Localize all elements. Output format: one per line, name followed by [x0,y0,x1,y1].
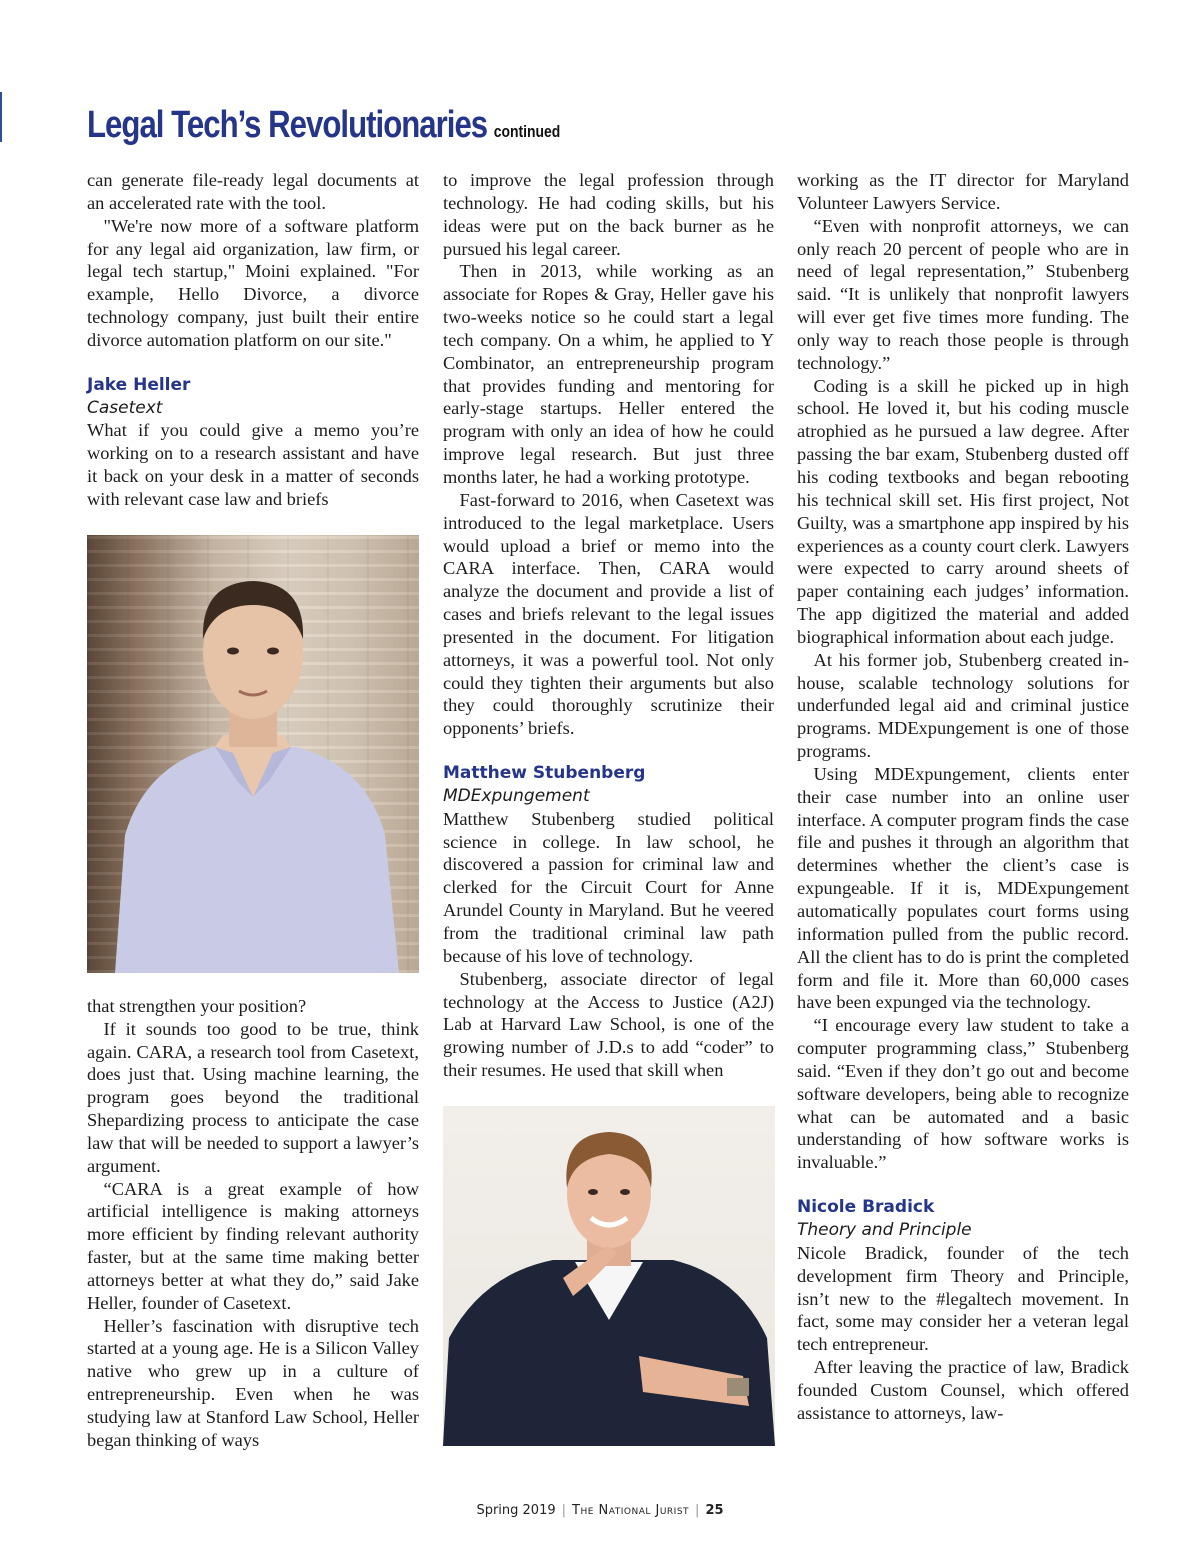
paragraph: Then in 2013, while working as an associate for Ropes & Gray, Heller gave his two-weeks notice so he could start a legal tech company. On a whim, he applied to Y Combinator, an entrepreneurship program that provides funding and mentoring for early-stage startups. Heller entered the program with only an idea of how he could improve legal research. But just three months later, he had a working prototype. [443,261,774,487]
profile-company-casetext: Casetext [87,397,163,418]
page-headline [87,104,560,147]
paragraph: Fast-forward to 2016, when Casetext was introduced to the legal marketplace. Users would upload a brief or memo into the CARA interface. Then, CARA would analyze the document and provide a list of cases and briefs relevant to the legal issues presented in the document. For litigation attorneys, it was a powerful tool. Not only could they tighten their arguments but also they could thoroughly scrutinize their opponents’ briefs. [443,489,774,739]
profile-company-theory-and-principle: Theory and Principle [797,1219,972,1240]
paragraph: that strengthen your position? [87,995,307,1016]
paragraph: What if you could give a memo you’re working on to a research assistant and have it back on your desk in a matter of seconds with relevant case law and briefs [87,420,419,509]
page-footer [0,1503,1200,1518]
footer-divider: | [695,1503,700,1518]
paragraph: If it sounds too good to be true, think again. CARA, a research tool from Casetext, does just that. Using machine learning, the program goes beyond the traditional Shepardizing process to anticipate the case law that will be needed to support a lawyer’s argument. [87,1018,419,1176]
paragraph: Stubenberg, associate director of legal technology at the Access to Justice (A2J) Lab at Harvard Law School, is one of the growing number of J.D.s to add “coder” to their resumes. He used that skill when [443,968,774,1081]
paragraph: "We're now more of a software platform for any legal aid organization, law firm, or legal tech startup," Moini explained. "For example, Hello Divorce, a divorce technology company, just built their entire divorce automation platform on our site." [87,215,419,350]
paragraph: “I encourage every law student to take a computer programming class,” Stubenberg said. “Even if they don’t go out and become software developers, being able to recognize what can be automated and a basic understanding of how software works is invaluable.” [797,1015,1129,1173]
column-3 [797,169,1129,1425]
paragraph: can generate file-ready legal documents at an accelerated rate with the tool. [87,170,419,213]
photo-jake-heller [87,535,419,973]
page-number: 25 [705,1503,724,1518]
paragraph: “CARA is a great example of how artificial intelligence is making attorneys more efficient by finding relevant authority faster, but at the same time making better attorneys better at what they do,” said Jake Heller, founder of Casetext. [87,1178,419,1313]
paragraph: After leaving the practice of law, Bradick founded Custom Counsel, which offered assistance to attorneys, law- [797,1357,1129,1423]
column-2 [443,169,774,1446]
paragraph: At his former job, Stubenberg created in-house, scalable technology solutions for underfunded legal aid and criminal justice programs. MDExpungement is one of those programs. [797,649,1129,762]
column-1 [87,169,419,1452]
edge-mark [0,92,2,142]
portrait-illustration-stubenberg [443,1106,775,1446]
paragraph: Nicole Bradick, founder of the tech development firm Theory and Principle, isn’t new to the #legaltech movement. In fact, some may consider her a veteran legal tech entrepreneur. [797,1242,1129,1355]
paragraph: Coding is a skill he picked up in high school. He loved it, but his coding muscle atrophied as he pursued a law degree. After passing the bar exam, Stubenberg dusted off his coding textbooks and began rebooting his technical skill set. His first project, Not Guilty, was a smartphone app inspired by his experiences as a county court clerk. Lawyers were expected to carry around sheets of paper containing each judges’ information. The app digitized the material and added biographical information about each judge. [797,375,1129,647]
profile-name-heller: Jake Heller [87,374,191,395]
paragraph: working as the IT director for Maryland Volunteer Lawyers Service. [797,170,1129,213]
paragraph: to improve the legal profession through technology. He had coding skills, but his ideas were put on the back burner as he pursued his legal career. [443,170,774,259]
paragraph: Heller’s fascination with disruptive tech started at a young age. He is a Silicon Valley native who grew up in a culture of entrepreneurship. Even when he was studying law at Stanford Law School, Heller began thinking of ways [87,1315,419,1450]
photo-matthew-stubenberg [443,1106,775,1446]
footer-divider: | [561,1503,567,1518]
profile-name-stubenberg: Matthew Stubenberg [443,763,646,784]
paragraph: Matthew Stubenberg studied political science in college. In law school, he discovered a passion for criminal law and clerked for the Circuit Court for Anne Arundel County in Maryland. But he veered from the traditional criminal law path because of his love of technology. [443,808,774,966]
profile-company-mdexpungement: MDExpungement [443,785,590,806]
footer-season: Spring 2019 [476,1503,556,1518]
footer-publication: The National Jurist [572,1503,690,1518]
headline-title: Legal Tech’s Revolutionaries [87,104,488,146]
headline-continued: continued [493,122,561,141]
portrait-illustration-heller [87,535,419,973]
paragraph: “Even with nonprofit attorneys, we can only reach 20 percent of people who are in need of legal representation,” Stubenberg said. “It is unlikely that nonprofit lawyers will ever get five times more funding. The only way to reach those people is through technology.” [797,215,1129,373]
paragraph: Using MDExpungement, clients enter their case number into an online user interface. A computer program finds the case file and pushes it through an algorithm that determines whether the client’s case is expungeable. If it is, MDExpungement automatically populates court forms using information pulled from the public record. All the client has to do is print the completed form and file it. More than 60,000 cases have been expunged via the technology. [797,763,1129,1013]
profile-name-bradick: Nicole Bradick [797,1197,935,1218]
